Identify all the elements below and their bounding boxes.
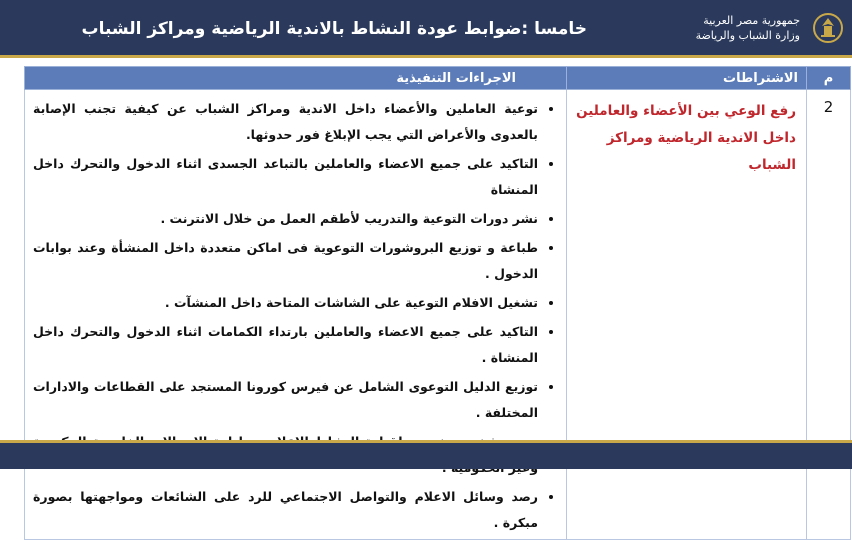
ministry-line-2: وزارة الشباب والرياضة <box>695 29 800 42</box>
list-item: • طباعة و توزيع البروشورات التوعوية فى اماكن متعددة داخل المنشأة وعند بوابات الدخول . <box>33 235 538 287</box>
list-item: • نشر دورات التوعية والتدريب لأطقم العمل من خلال الانترنت . <box>33 206 538 232</box>
list-item: • توعية العاملين والأعضاء داخل الاندية ومراكز الشباب عن كيفية تجنب الإصابة بالعدوى والأعراض التي يجب الإبلاغ فور حدوثها. <box>33 96 538 148</box>
column-header-conditions: الاشتراطات <box>567 67 807 90</box>
list-item: • توزيع الدليل التوعوى الشامل عن فيرس كورونا المستجد على القطاعات والادارات المختلفة . <box>33 374 538 426</box>
procedures-table <box>24 66 850 530</box>
list-item: • التاكيد على جميع الاعضاء والعاملين بارتداء الكمامات اثناء الدخول والتحرك داخل المنشاة . <box>33 319 538 371</box>
row-actions <box>25 90 567 540</box>
table-row <box>25 90 851 540</box>
emblem-icon <box>812 12 844 44</box>
page-title: خامسا :ضوابط عودة النشاط بالاندية الرياضية ومراكز الشباب <box>81 19 587 39</box>
footer-bar <box>0 440 852 469</box>
list-item: • تشغيل الافلام التوعية على الشاشات المتاحة داخل المنشآت . <box>33 290 538 316</box>
footer-gold-line <box>0 440 852 443</box>
column-header-number: م <box>807 67 851 90</box>
header-bar <box>0 0 852 55</box>
row-number: 2 <box>807 90 851 540</box>
row-condition: رفع الوعي بين الأعضاء والعاملين داخل الاندية الرياضية ومراكز الشباب <box>567 90 807 540</box>
ministry-name <box>660 13 800 43</box>
list-item: • رصد وسائل الاعلام والتواصل الاجتماعي للرد على الشائعات ومواجهتها بصورة مبكرة . <box>33 484 538 536</box>
ministry-line-1: جمهورية مصر العربية <box>703 14 800 27</box>
actions-list <box>33 96 556 536</box>
column-header-actions: الاجراءات التنفيذية <box>25 67 567 90</box>
header-gold-line <box>0 55 852 58</box>
list-item: • التاكيد على جميع الاعضاء والعاملين بالتباعد الجسدى اثناء الدخول والتحرك داخل المنشاة <box>33 151 538 203</box>
